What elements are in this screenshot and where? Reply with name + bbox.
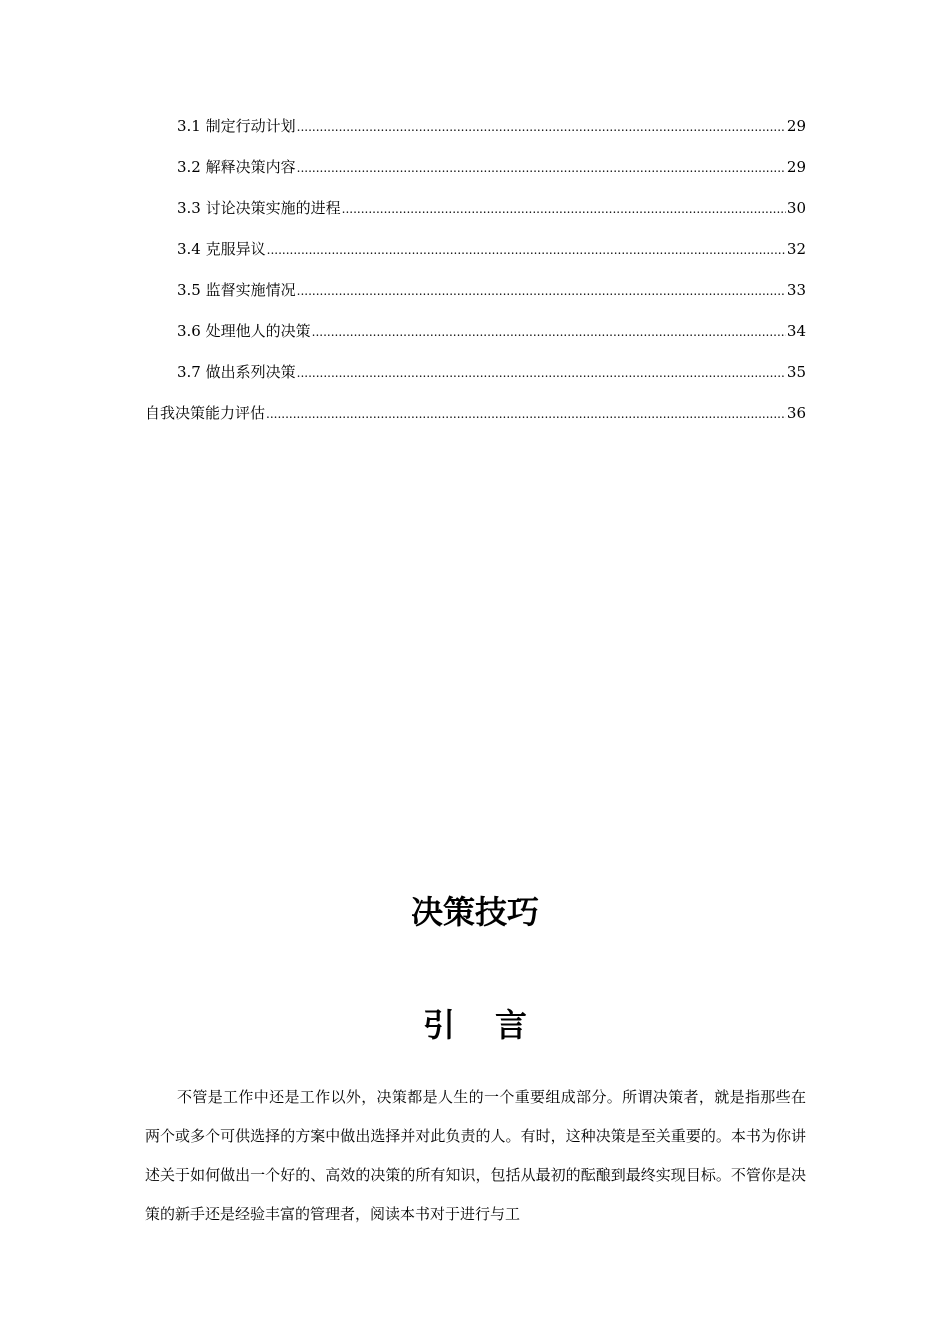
toc-entry[interactable] — [145, 402, 806, 443]
toc-entry[interactable] — [145, 156, 806, 197]
toc-page-number: 29 — [786, 158, 806, 176]
toc-entry-label: 3.6 处理他人的决策 — [177, 322, 311, 340]
toc-entry-label: 3.1 制定行动计划 — [177, 117, 296, 135]
book-title: 决策技巧 — [410, 893, 539, 932]
section-title: 引言 — [422, 1005, 567, 1044]
toc-page-number: 33 — [786, 281, 806, 299]
toc-entry[interactable] — [145, 279, 806, 320]
toc-entry[interactable] — [145, 197, 806, 238]
toc-page-number: 30 — [786, 199, 806, 217]
toc-dot-leader — [266, 402, 786, 425]
toc-entry-label: 3.5 监督实施情况 — [177, 281, 296, 299]
table-of-contents — [145, 115, 806, 443]
toc-page-number: 29 — [786, 117, 806, 135]
toc-page-number: 34 — [786, 322, 806, 340]
toc-entry-label: 自我决策能力评估 — [145, 404, 266, 422]
toc-dot-leader — [297, 156, 786, 179]
toc-entry-label: 3.3 讨论决策实施的进程 — [177, 199, 341, 217]
toc-page-number: 32 — [786, 240, 806, 258]
toc-dot-leader — [297, 361, 786, 384]
toc-dot-leader — [297, 115, 786, 138]
toc-entry-label: 3.4 克服异议 — [177, 240, 266, 258]
toc-entry-label: 3.7 做出系列决策 — [177, 363, 296, 381]
toc-page-number: 36 — [786, 404, 806, 422]
toc-entry[interactable] — [145, 115, 806, 156]
toc-dot-leader — [312, 320, 786, 343]
toc-entry[interactable] — [145, 320, 806, 361]
toc-entry[interactable] — [145, 361, 806, 402]
toc-dot-leader — [267, 238, 786, 261]
toc-entry-label: 3.2 解释决策内容 — [177, 158, 296, 176]
toc-dot-leader — [297, 279, 786, 302]
toc-entry[interactable] — [145, 238, 806, 279]
toc-page-number: 35 — [786, 363, 806, 381]
intro-paragraph: 不管是工作中还是工作以外，决策都是人生的一个重要组成部分。所谓决策者，就是指那些在两个或多个可供选择的方案中做出选择并对此负责的人。有时，这种决策是至关重要的。本书为你讲述关于如何做出一个好的、高效的决策的所有知识，包括从最初的酝酿到最终实现目标。不管你是决策的新手还是经验丰富的管理者，阅读本书对于进行与工 — [145, 1088, 806, 1223]
toc-dot-leader — [342, 197, 786, 220]
